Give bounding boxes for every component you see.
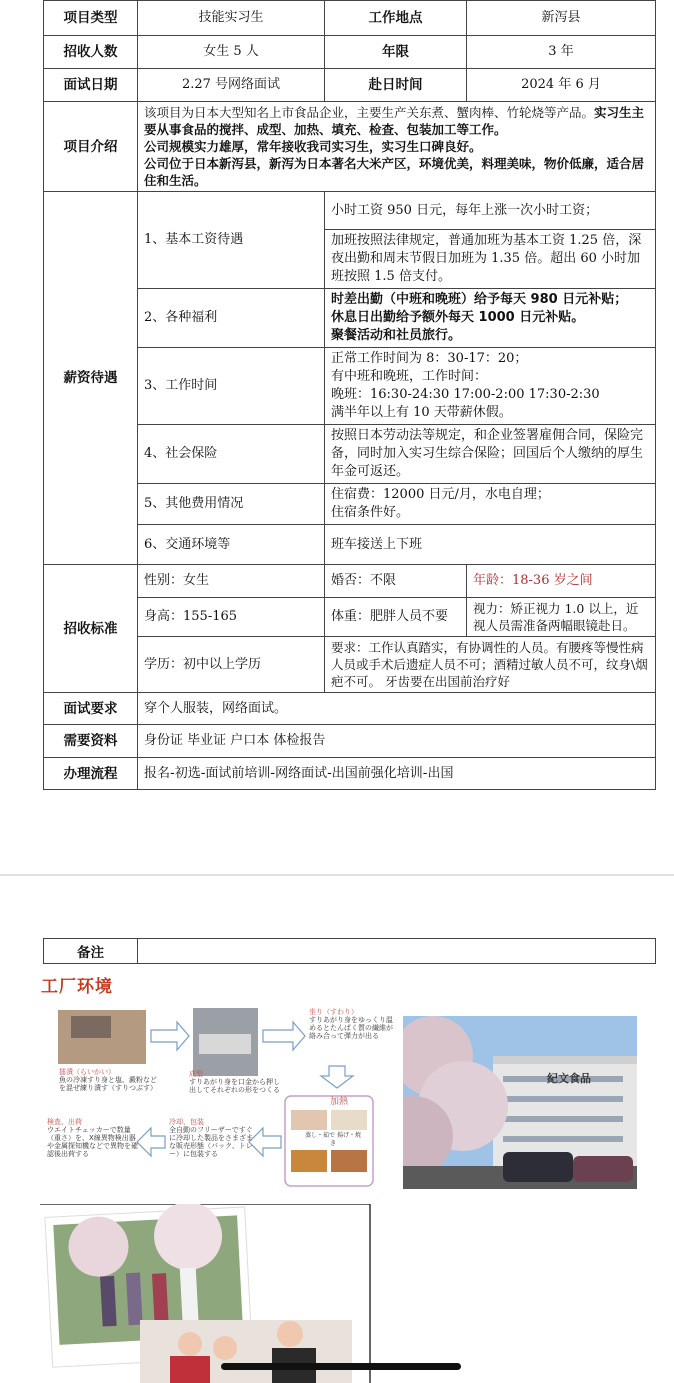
factory-section-title: 工厂环境: [41, 977, 113, 997]
value-headcount: 女生 5 人: [138, 36, 325, 69]
salary-item-detail: [325, 484, 656, 525]
value-interview-date: 2.27 号网络面试: [138, 69, 325, 102]
value-project-intro: [138, 102, 656, 192]
welfare-line-1: 时差出勤（中班和晚班）给予每天 980 日元补贴；: [331, 292, 628, 307]
salary-item-title: 6、交通环境等: [138, 525, 325, 565]
value-note: [138, 939, 656, 964]
value-work-location: 新泻县: [467, 1, 656, 36]
welfare-line-3: 聚餐活动和社员旅行。: [331, 328, 462, 343]
intro-line-1b: 实习生主要从事食品的搅拌、成型、加热、填充、检查、包装加工等工作。: [144, 105, 645, 137]
label-note: 备注: [44, 939, 138, 964]
label-salary: 薪资待遇: [44, 192, 138, 565]
home-indicator[interactable]: [221, 1363, 461, 1370]
label-criteria: 招收标准: [44, 565, 138, 693]
label-project-type: 项目类型: [44, 1, 138, 36]
criteria-age: 年龄：18-36 岁之间: [467, 565, 656, 598]
label-work-location: 工作地点: [325, 1, 467, 36]
salary-item-title: 3、工作时间: [138, 348, 325, 425]
label-documents: 需要资料: [44, 725, 138, 758]
salary-item-detail: [325, 289, 656, 348]
salary-item-title: 4、社会保险: [138, 425, 325, 484]
value-documents: 身份证 毕业证 户口本 体检报告: [138, 725, 656, 758]
criteria-weight: 体重：肥胖人员不要: [325, 598, 467, 637]
worktime-line-2: 有中班和晚班，工作时间：: [331, 369, 488, 384]
label-interview-req: 面试要求: [44, 693, 138, 725]
step-kneading: 擂潰（らいかい） 魚の冷凍すり身と塩、澱粉などを混ぜ練り潰す（すりつぶす）: [59, 1068, 157, 1092]
worktime-line-3: 晚班：16:30-24:30 17:00-2:00 17:30-2:30: [331, 387, 600, 402]
intro-line-2: 公司规模实力雄厚，常年接收我司实习生，实习生口碑良好。: [144, 139, 482, 154]
salary-item-detail: 班车接送上下班: [325, 525, 656, 565]
label-interview-date: 面试日期: [44, 69, 138, 102]
intro-line-1: 该项目为日本大型知名上市食品企业，主要生产关东煮、蟹肉棒、竹轮烧等产品。: [144, 105, 595, 120]
salary-item-title: 1、基本工资待遇: [138, 192, 325, 289]
collage-photos: [40, 1204, 373, 1383]
value-years: 3 年: [467, 36, 656, 69]
label-process: 办理流程: [44, 758, 138, 790]
page-divider: [0, 874, 674, 876]
recruitment-table: [43, 0, 656, 790]
step-forming: 成型 すりあがり身を口金から押し出してそれぞれの形をつくる: [189, 1070, 280, 1094]
criteria-height: 身高：155-165: [138, 598, 325, 637]
process-diagram: [41, 1004, 396, 1194]
welfare-line-2: 休息日出勤给予额外每天 1000 日元补贴。: [331, 310, 585, 325]
value-project-type: 技能实习生: [138, 1, 325, 36]
step-heating: 加熱: [329, 1097, 348, 1107]
salary-item-detail: [325, 348, 656, 425]
fee-line-1: 住宿费：12000 日元/月，水电自理；: [331, 487, 550, 502]
label-departure-time: 赴日时间: [325, 69, 467, 102]
step-setting: 坐り（すわり） すりあがり身をゆっくり温めるとたんぱく質の繊維が絡み合って弾力が出る: [309, 1008, 393, 1040]
worktime-line-4: 满半年以上有 10 天带薪休假。: [331, 405, 512, 420]
label-years: 年限: [325, 36, 467, 69]
salary-item-detail: 加班按照法律规定，普通加班为基本工资 1.25 倍，深夜出勤和周末节假日加班为 1.35 倍。超出 60 小时加班按照 1.5 倍支付。: [325, 230, 656, 289]
label-project-intro: 项目介绍: [44, 102, 138, 192]
salary-item-title: 2、各种福利: [138, 289, 325, 348]
step-inspection: 検査、出荷 ウエイトチェッカーで数量（重さ）を、X線異物検出器や金属探知機などで異物を確認後出荷する: [47, 1118, 138, 1158]
staff-photo-collage: [40, 1204, 373, 1383]
criteria-marriage: 婚否：不限: [325, 565, 467, 598]
arrow-left-icon: [137, 1128, 165, 1156]
arrow-right-icon: [151, 1022, 189, 1050]
value-departure-time: 2024 年 6 月: [467, 69, 656, 102]
building-sign: 紀文食品: [547, 1072, 591, 1085]
salary-item-detail: 小时工资 950 日元，每年上涨一次小时工资；: [325, 192, 656, 230]
label-headcount: 招收人数: [44, 36, 138, 69]
salary-item-title: 5、其他费用情况: [138, 484, 325, 525]
value-interview-req: 穿个人服装，网络面试。: [138, 693, 656, 725]
note-table: [43, 938, 656, 964]
value-process: 报名-初选-面试前培训-网络面试-出国前强化培训-出国: [138, 758, 656, 790]
arrow-down-icon: [321, 1066, 353, 1088]
building-scene: [403, 1016, 637, 1189]
criteria-gender: 性别：女生: [138, 565, 325, 598]
fee-line-2: 住宿条件好。: [331, 505, 410, 520]
intro-line-3: 公司位于日本新泻县，新泻为日本著名大米产区，环境优美，料理美味，物价低廉，适合居住和生活。: [144, 156, 645, 188]
criteria-education: 学历：初中以上学历: [138, 637, 325, 693]
step-heating-methods: 蒸し・茹で 揚げ・焼き: [305, 1132, 361, 1147]
criteria-requirements: 要求：工作认真踏实，有协调性的人员。有腰疼等慢性病人员或手术后遗症人员不可；酒精过敏人员不可，纹身\烟疤不可。 牙齿要在出国前治疗好: [325, 637, 656, 693]
salary-item-detail: 按照日本劳动法等规定，和企业签署雇佣合同，保险完备，同时加入实习生综合保险；回国后个人缴纳的厚生年金可返还。: [325, 425, 656, 484]
worktime-line-1: 正常工作时间为 8：30-17：20；: [331, 351, 528, 366]
criteria-vision: 视力：矫正视力 1.0 以上，近视人员需准备两幅眼镜赴日。: [467, 598, 656, 637]
step-cooling: 冷却、包装 全自動のフリーザーですぐに冷却した製品をさまざまな販売形態（パック、トレー）に包装する: [169, 1118, 253, 1158]
factory-building-photo: [403, 1016, 637, 1189]
arrow-right-icon: [263, 1022, 305, 1050]
